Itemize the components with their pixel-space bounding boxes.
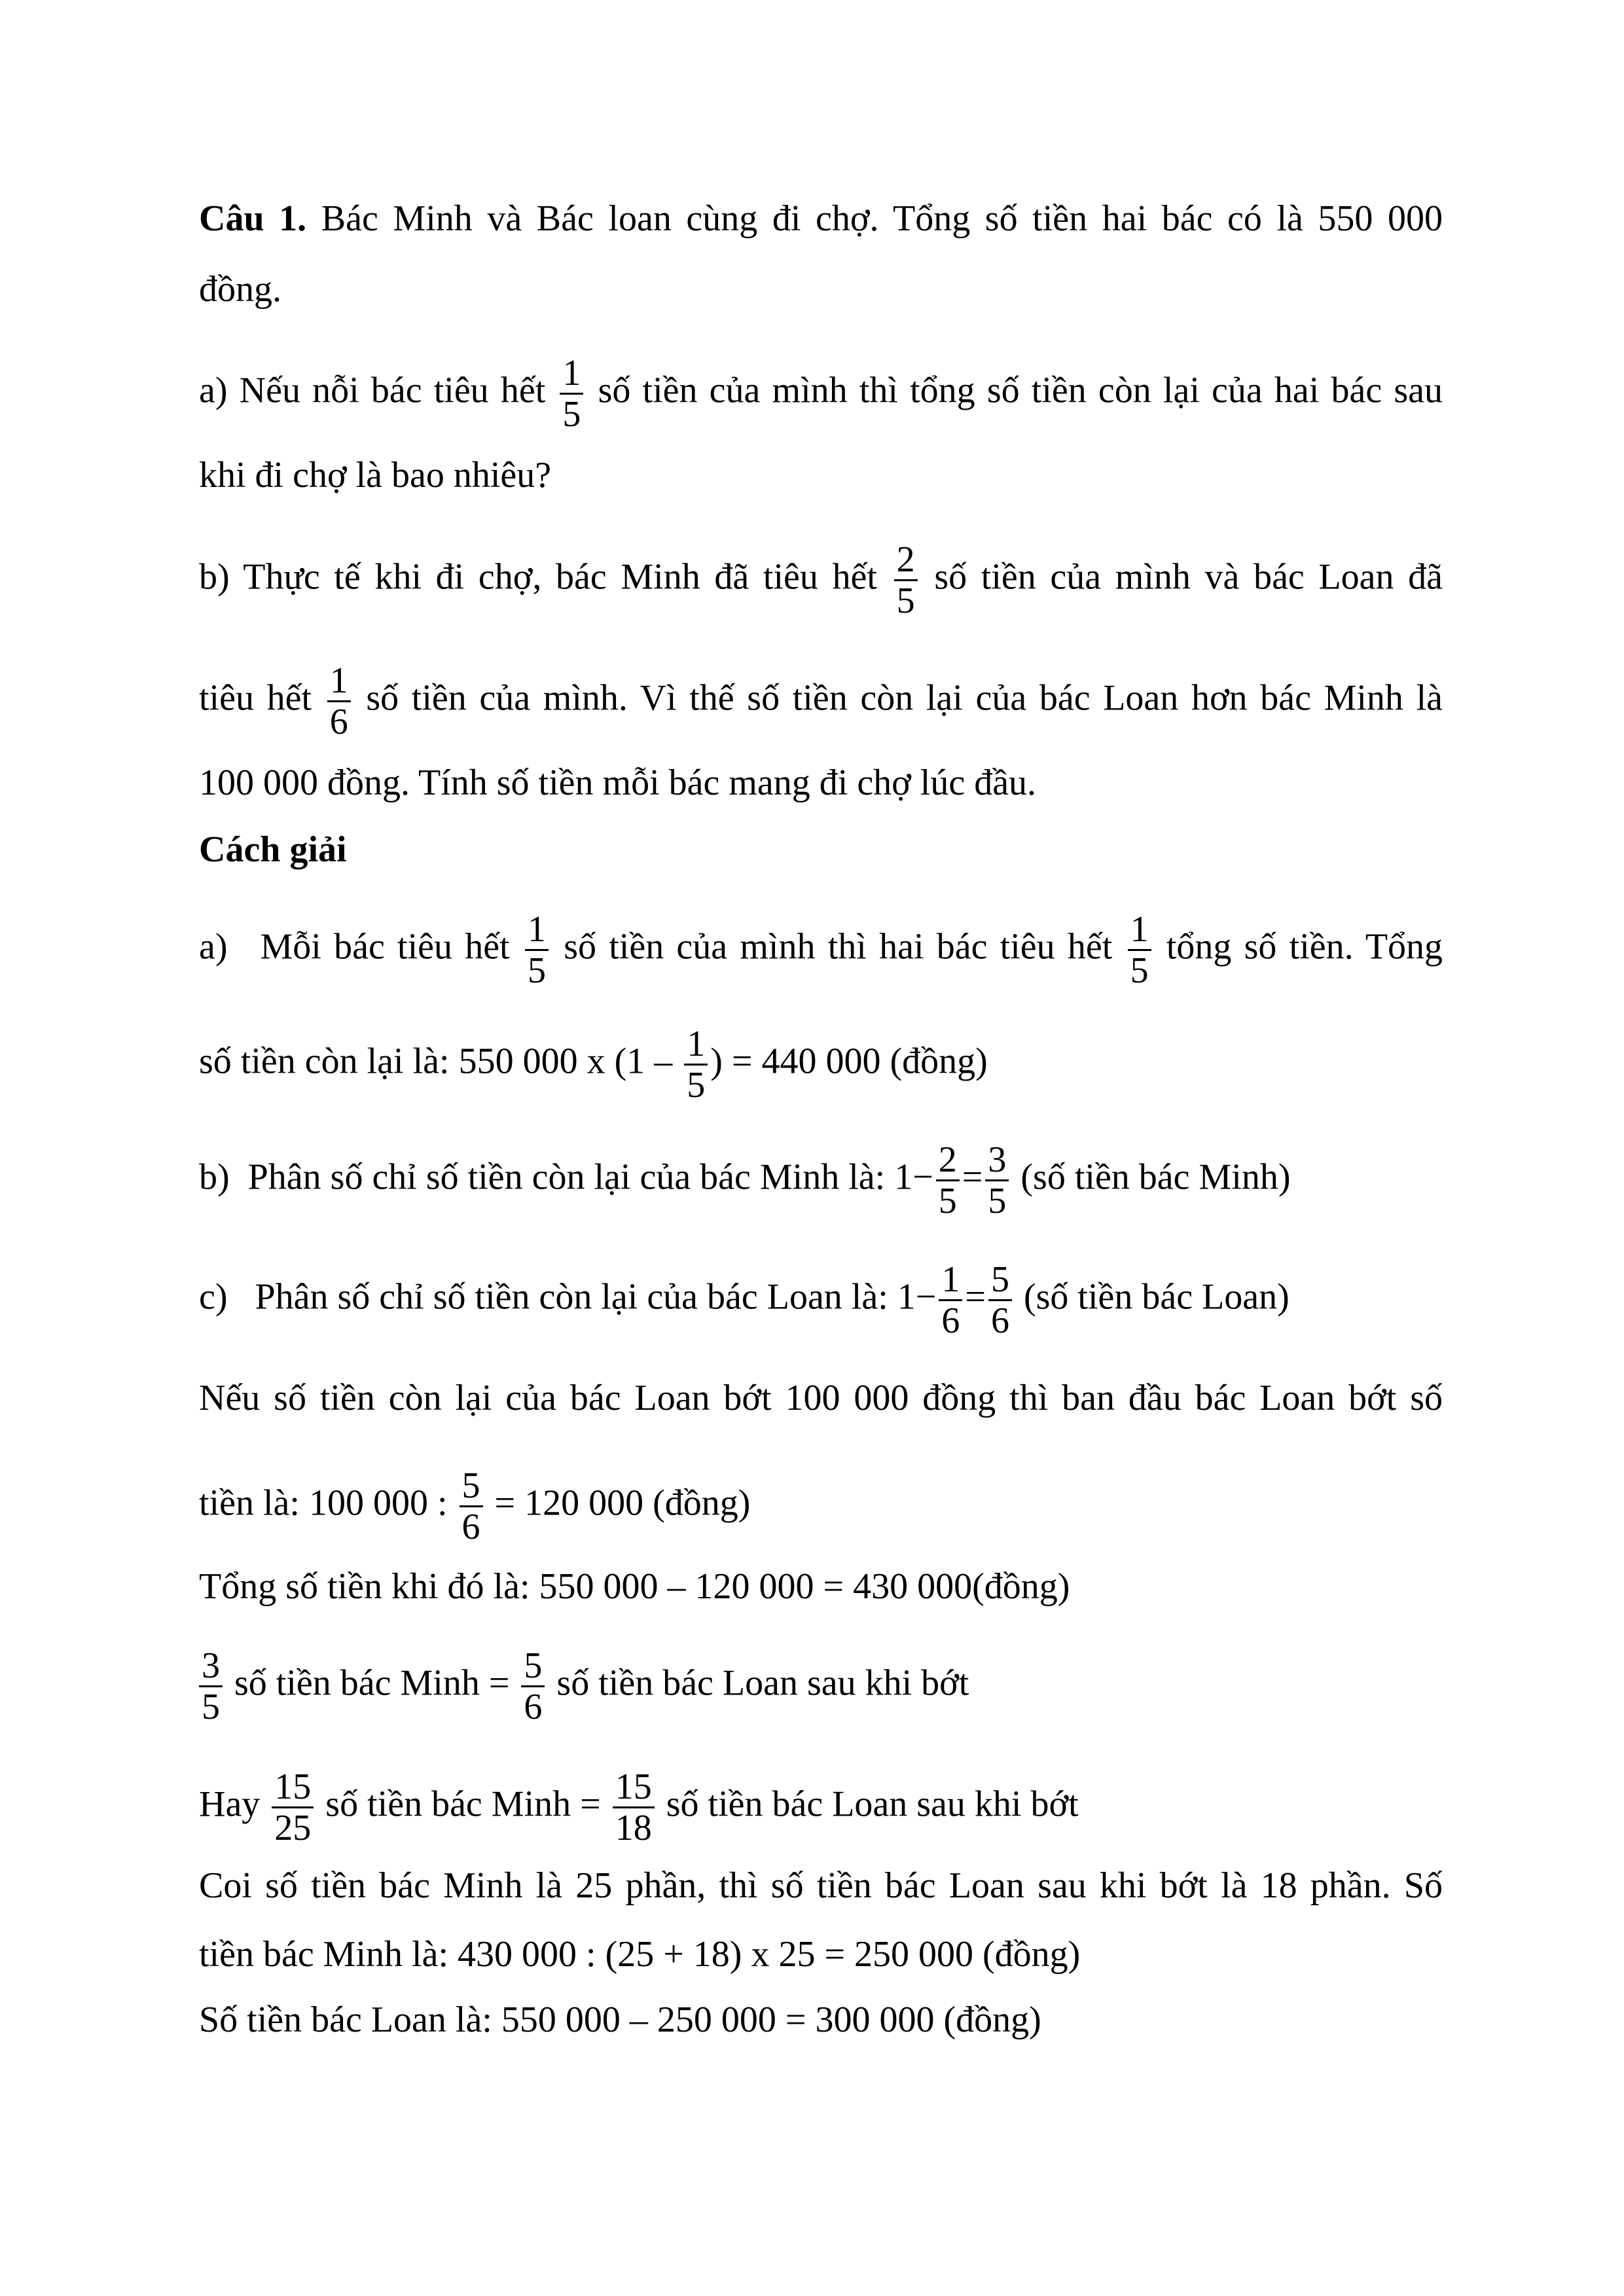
fraction-denominator: 5 — [988, 1181, 1007, 1221]
fraction-numerator: 1 — [684, 1024, 708, 1066]
solution-b-equals: = — [962, 1157, 983, 1198]
reduce-line2 — [199, 1466, 1443, 1547]
fraction-denominator: 5 — [202, 1687, 220, 1727]
solution-heading: Cách giải — [199, 829, 347, 870]
ratio2-fraction-1 — [272, 1767, 314, 1848]
part-b-line3: 100 000 đồng. Tính số tiền mỗi bác mang đi chợ lúc đầu. — [199, 762, 1037, 803]
solution-c-line — [199, 1260, 1443, 1340]
fraction-numerator: 1 — [1128, 910, 1151, 951]
solution-b-minus: − — [912, 1157, 933, 1198]
problem-title: Câu 1. — [199, 198, 307, 239]
solution-c-equals: = — [965, 1276, 986, 1318]
fraction-numerator: 1 — [560, 353, 583, 395]
fraction-denominator: 5 — [527, 950, 546, 991]
reduce-line1: Nếu số tiền còn lại của bác Loan bớt 100 000 đồng thì ban đầu bác Loan bớt số — [199, 1378, 1443, 1418]
solution-a-text1: Mỗi bác tiêu hết — [260, 926, 510, 967]
fraction-numerator: 15 — [272, 1767, 314, 1808]
fraction-numerator: 5 — [521, 1646, 545, 1687]
solution-a-fraction-2 — [1128, 910, 1151, 990]
fraction-numerator: 5 — [460, 1466, 483, 1507]
part-a-line2: khi đi chợ là bao nhiêu? — [199, 455, 552, 495]
fraction-denominator: 5 — [1130, 950, 1149, 991]
fraction-denominator: 5 — [687, 1065, 706, 1105]
ratio1-fraction-1 — [199, 1646, 223, 1727]
fraction-numerator: 2 — [894, 540, 918, 581]
solution-b-line — [199, 1140, 1443, 1221]
part-a-pre: a) Nếu nỗi bác tiêu hết — [199, 370, 546, 411]
problem-intro-line2: đồng. — [199, 269, 281, 310]
fraction-numerator: 1 — [327, 661, 351, 702]
ratio1-fraction-2 — [521, 1646, 545, 1727]
parts-line2: tiền bác Minh là: 430 000 : (25 + 18) x 25 = 250 000 (đồng) — [199, 1934, 1081, 1975]
ratio-line-2 — [199, 1767, 1443, 1848]
fraction-denominator: 5 — [896, 581, 915, 621]
parts-line1: Coi số tiền bác Minh là 25 phần, thì số tiền bác Loan sau khi bớt là 18 phần. Số — [199, 1865, 1443, 1906]
part-b-line1 — [199, 540, 1443, 620]
solution-a-fraction-3 — [684, 1024, 708, 1105]
part-b-line2-post: số tiền của mình. Vì thế số tiền còn lại của bác Loan hơn bác Minh là — [366, 677, 1443, 719]
ratio-line-1 — [199, 1646, 1443, 1727]
total-line: Tổng số tiền khi đó là: 550 000 – 120 000 = 430 000(đồng) — [199, 1566, 1070, 1607]
fraction-denominator: 18 — [615, 1808, 652, 1848]
solution-a-text2: số tiền của mình thì hai bác tiêu hết — [564, 926, 1113, 967]
ratio1-post: số tiền bác Loan sau khi bớt — [556, 1662, 969, 1704]
fraction-numerator: 5 — [988, 1260, 1012, 1301]
solution-b-one: 1 — [894, 1157, 913, 1198]
solution-c-label: c) — [199, 1276, 228, 1318]
solution-a-text3: tổng số tiền. Tổng — [1166, 926, 1443, 967]
ratio2-post: số tiền bác Loan sau khi bớt — [666, 1784, 1079, 1825]
fraction-numerator: 1 — [525, 910, 549, 951]
reduce-line2-post: = 120 000 (đồng) — [494, 1482, 751, 1524]
reduce-fraction — [460, 1466, 483, 1547]
solution-b-fraction-1 — [936, 1140, 960, 1221]
ratio2-pre: Hay — [199, 1784, 261, 1825]
solution-c-fraction-2 — [988, 1260, 1012, 1340]
solution-b-post: (số tiền bác Minh) — [1020, 1157, 1291, 1198]
solution-c-fraction-1 — [939, 1260, 962, 1340]
reduce-line2-pre: tiền là: 100 000 : — [199, 1482, 448, 1524]
ratio1-mid: số tiền bác Minh = — [234, 1662, 510, 1704]
fraction-denominator: 6 — [990, 1300, 1009, 1341]
part-b-line2 — [199, 661, 1443, 742]
final-line: Số tiền bác Loan là: 550 000 – 250 000 = 300 000 (đồng) — [199, 2000, 1041, 2040]
solution-b-fraction-2 — [985, 1140, 1009, 1221]
ratio2-fraction-2 — [613, 1767, 655, 1848]
fraction-numerator: 3 — [985, 1140, 1009, 1181]
fraction-denominator: 6 — [524, 1687, 543, 1727]
solution-a-line2-pre: số tiền còn lại là: 550 000 x (1 – — [199, 1041, 673, 1082]
fraction-numerator: 2 — [936, 1140, 960, 1181]
ratio2-mid: số tiền bác Minh = — [325, 1784, 601, 1825]
fraction-denominator: 6 — [329, 702, 348, 742]
part-a-fraction — [560, 353, 583, 434]
fraction-denominator: 25 — [274, 1808, 312, 1848]
fraction-numerator: 3 — [199, 1646, 223, 1687]
fraction-numerator: 1 — [939, 1260, 962, 1301]
fraction-denominator: 6 — [461, 1507, 480, 1547]
part-a-post: số tiền của mình thì tổng số tiền còn lại của hai bác sau — [598, 370, 1443, 411]
part-b-pre: b) Thực tế khi đi chợ, bác Minh đã tiêu hết — [199, 556, 877, 598]
fraction-numerator: 15 — [613, 1767, 655, 1808]
solution-c-post: (số tiền bác Loan) — [1023, 1276, 1290, 1318]
solution-b-text: Phân số chỉ số tiền còn lại của bác Minh là: — [247, 1157, 886, 1198]
solution-c-minus: − — [915, 1276, 937, 1318]
part-a-line1 — [199, 353, 1443, 434]
solution-a-fraction-1 — [525, 910, 549, 990]
solution-a-label: a) — [199, 926, 228, 967]
part-b-fraction-1 — [894, 540, 918, 620]
part-b-mid: số tiền của mình và bác Loan đã — [934, 556, 1443, 598]
solution-a-line1 — [199, 910, 1443, 990]
solution-b-label: b) — [199, 1157, 230, 1198]
solution-a-line2 — [199, 1024, 1443, 1105]
fraction-denominator: 5 — [562, 394, 581, 435]
part-b-fraction-2 — [327, 661, 351, 742]
fraction-denominator: 6 — [941, 1300, 960, 1341]
solution-a-line2-post: ) = 440 000 (đồng) — [710, 1041, 988, 1082]
problem-intro-line1 — [199, 195, 1443, 242]
solution-c-one: 1 — [897, 1276, 916, 1318]
part-b-line2-pre: tiêu hết — [199, 677, 312, 719]
solution-c-text: Phân số chỉ số tiền còn lại của bác Loan là: — [255, 1276, 888, 1318]
fraction-denominator: 5 — [938, 1181, 957, 1221]
problem-intro-text: Bác Minh và Bác loan cùng đi chợ. Tổng số tiền hai bác có là 550 000 — [321, 198, 1443, 239]
